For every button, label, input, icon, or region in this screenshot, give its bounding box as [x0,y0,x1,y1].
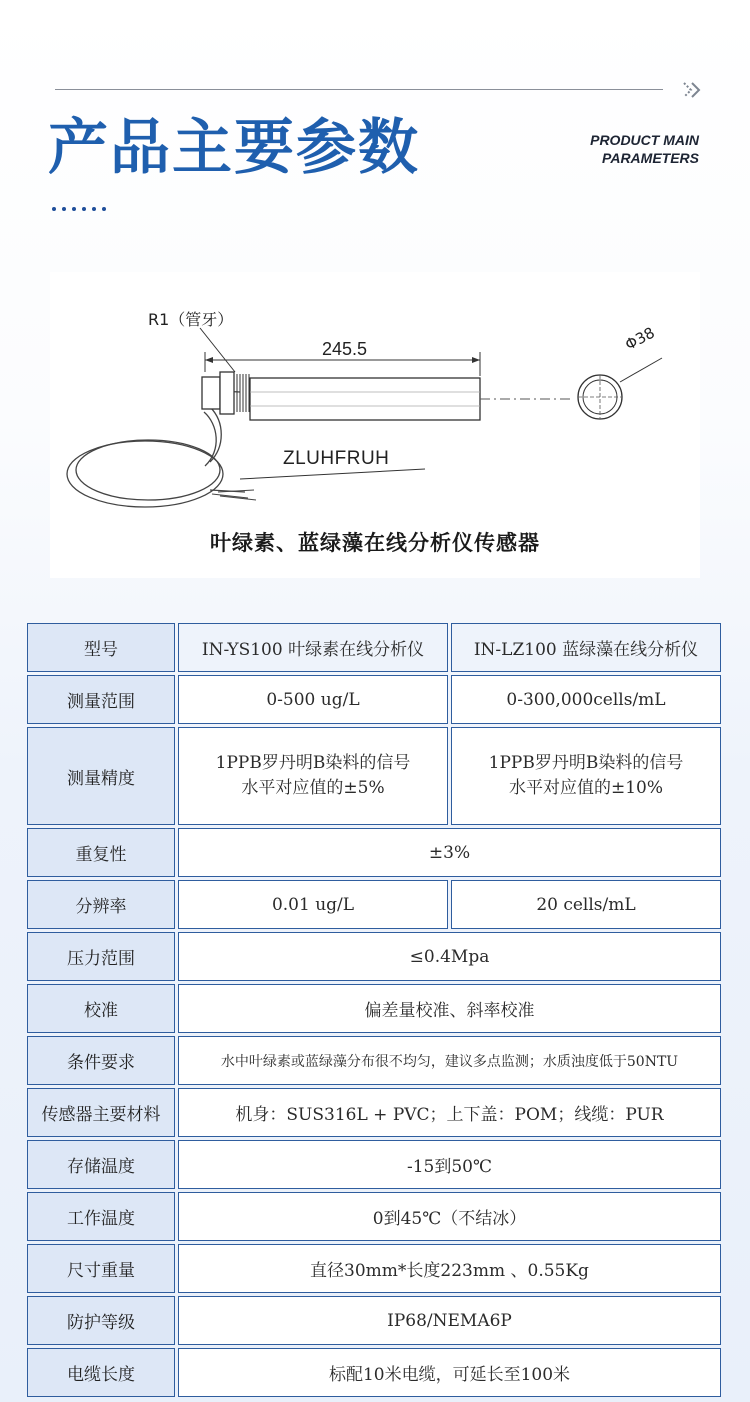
model-label: ZLUHFRUH [283,448,390,469]
sensor-diagram [50,272,700,578]
cell-value: 直径30mm*长度223mm 、0.55Kg [178,1244,721,1293]
cell-value: 水中叶绿素或蓝绿藻分布很不均匀，建议多点监测；水质浊度低于50NTU [178,1036,721,1085]
header-divider-line [55,89,663,90]
cell-value: 20 cells/mL [451,880,721,929]
table-row [27,1244,721,1293]
row-label: 分辨率 [27,880,175,929]
diagram-caption: 叶绿素、蓝绿藻在线分析仪传感器 [210,531,540,555]
cell-line: 1PPB罗丹明B染料的信号 [488,753,684,773]
row-label: 工作温度 [27,1192,175,1241]
row-label: 校准 [27,984,175,1033]
row-label: 测量范围 [27,675,175,724]
table-row [27,932,721,981]
table-row [27,1296,721,1345]
table-row [27,1140,721,1189]
cell-value [451,727,721,825]
table-row [27,828,721,877]
cell-line: 1PPB罗丹明B染料的信号 [215,753,411,773]
table-row [27,1036,721,1085]
row-label: 型号 [27,623,175,672]
table-row [27,1348,721,1397]
row-label: 重复性 [27,828,175,877]
subtitle-line-1: PRODUCT MAIN [590,132,699,148]
double-chevron-right-icon [680,79,704,101]
cell-value: 0到45℃（不结冰） [178,1192,721,1241]
cell-value: IP68/NEMA6P [178,1296,721,1345]
cell-value: 0.01 ug/L [178,880,448,929]
decorative-dots [52,207,106,211]
cell-value: IN-LZ100 蓝绿藻在线分析仪 [451,623,721,672]
row-label: 尺寸重量 [27,1244,175,1293]
row-label: 传感器主要材料 [27,1088,175,1137]
cell-value: 标配10米电缆，可延长至100米 [178,1348,721,1397]
cell-value: ≤0.4Mpa [178,932,721,981]
row-label: 防护等级 [27,1296,175,1345]
table-row [27,727,721,825]
cell-value: IN-YS100 叶绿素在线分析仪 [178,623,448,672]
cell-value: 偏差量校准、斜率校准 [178,984,721,1033]
cell-value: 0-300,000cells/mL [451,675,721,724]
page-title: 产品主要参数 [48,113,420,183]
cell-value: ±3% [178,828,721,877]
subtitle-line-2: PARAMETERS [602,150,699,166]
cell-value: 0-500 ug/L [178,675,448,724]
row-label: 电缆长度 [27,1348,175,1397]
cell-value: 机身：SUS316L + PVC；上下盖：POM；线缆：PUR [178,1088,721,1137]
table-row [27,1192,721,1241]
cell-line: 水平对应值的±10% [508,778,664,798]
cell-line: 水平对应值的±5% [241,778,385,798]
cell-value [178,727,448,825]
page-subtitle-en [590,131,699,167]
table-row [27,623,721,672]
table-row [27,880,721,929]
thread-label: R1（管牙） [148,310,234,329]
table-row [27,1088,721,1137]
cell-value: -15到50℃ [178,1140,721,1189]
row-label: 测量精度 [27,727,175,825]
row-label: 压力范围 [27,932,175,981]
table-row [27,984,721,1033]
diameter-label: Φ38 [622,323,658,354]
row-label: 存储温度 [27,1140,175,1189]
length-label: 245.5 [322,339,368,359]
row-label: 条件要求 [27,1036,175,1085]
table-row [27,675,721,724]
spec-table [24,620,724,1400]
